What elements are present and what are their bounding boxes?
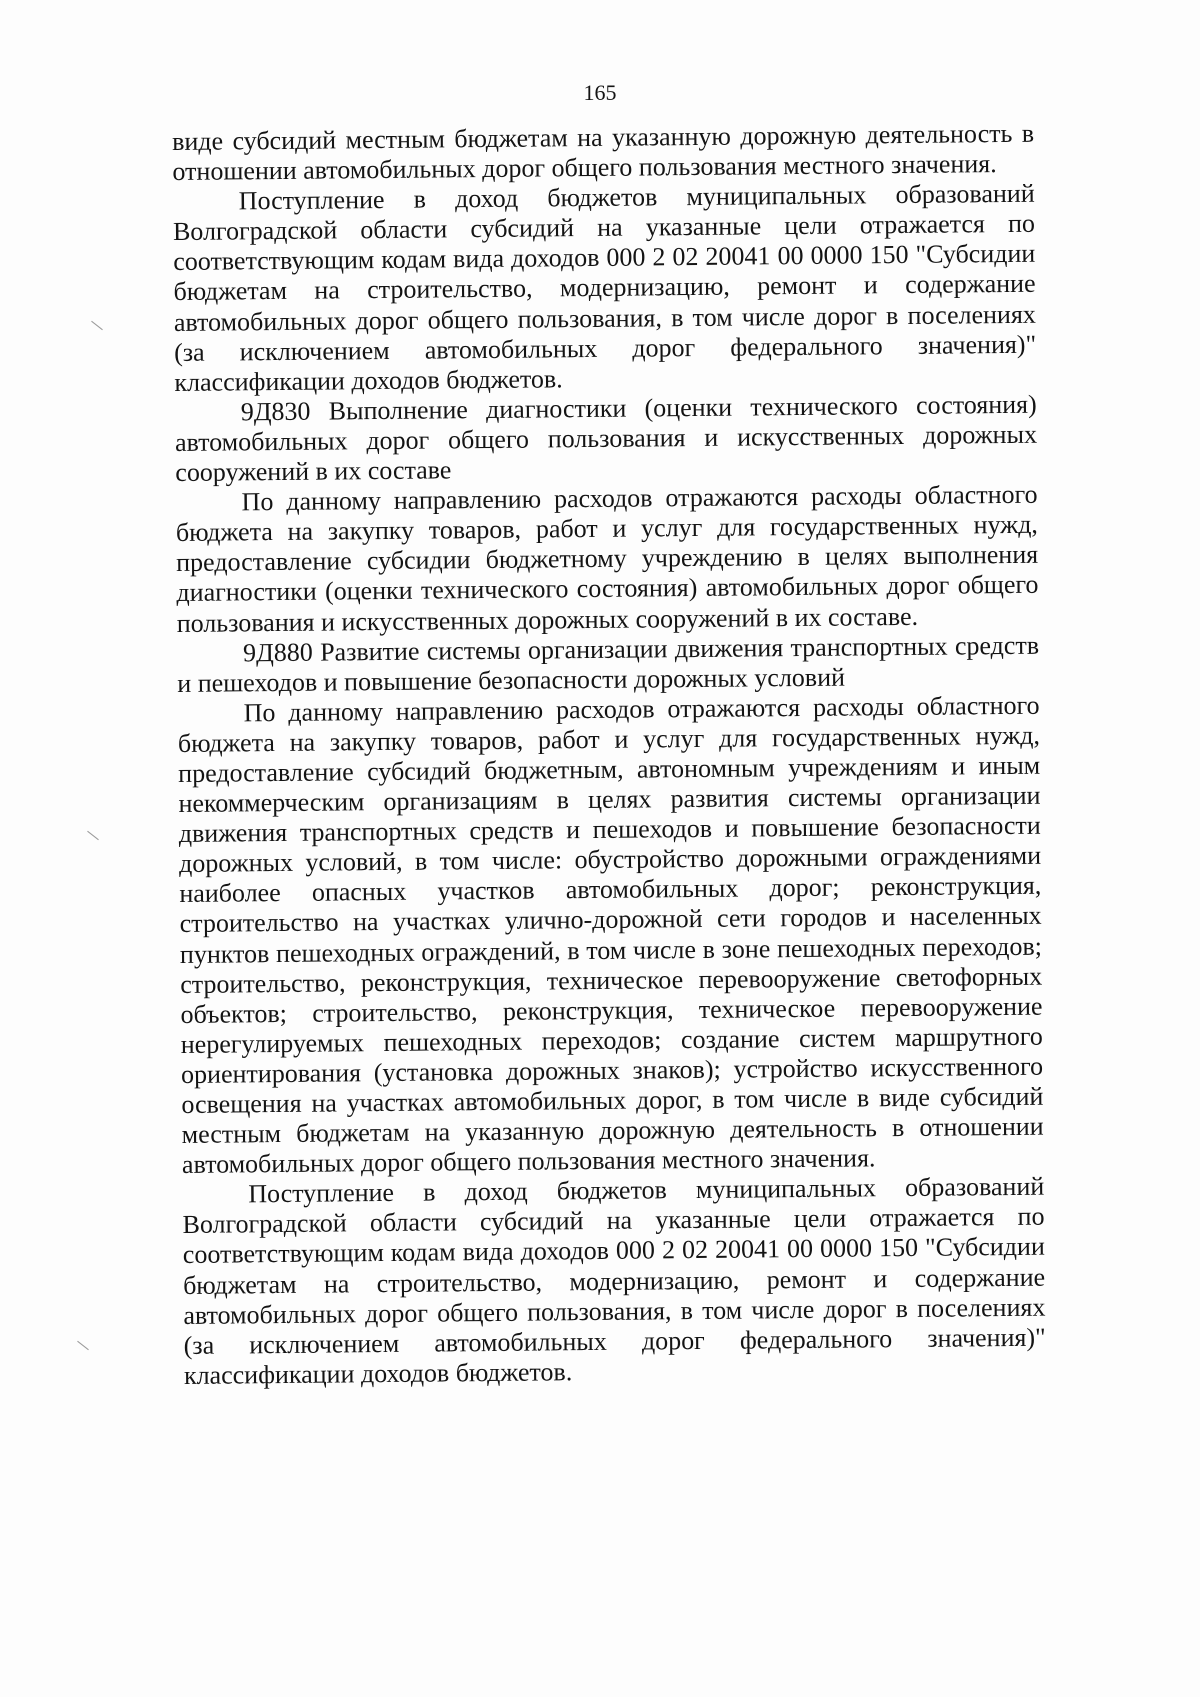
- scan-mark: [91, 321, 103, 330]
- document-body: [172, 119, 1046, 1391]
- paragraph-revenue-note-2: Поступление в доход бюджетов муниципальных образований Волгоградской области субсидий на указанные цели отражается по соответствующим кодам вида доходов 000 2 02 20041 00 0000 150 "Субсидии бюджетам на строительство, модернизацию, ремонт и содержание автомобильных дорог общего пользования, в том числе дорог в поселениях (за исключением автомобильных дорог федерального значения)" классификации доходов бюджетов.: [182, 1171, 1046, 1390]
- paragraph-revenue-note: Поступление в доход бюджетов муниципальных образований Волгоградской области субсидий на указанные цели отражается по соответствующим кодам вида доходов 000 2 02 20041 00 0000 150 "Субсидии бюджетам на строительство, модернизацию, ремонт и содержание автомобильных дорог общего пользования, в том числе дорог в поселениях (за исключением автомобильных дорог федерального значения)" классификации доходов бюджетов.: [172, 178, 1037, 397]
- scan-mark: [77, 1341, 89, 1350]
- paragraph-9d830-description: По данному направлению расходов отражаются расходы областного бюджета на закупку товаров, работ и услуг для государственных нужд, предоставление субсидии бюджетному учреждению в целях выполнения диагностики (оценки технического состояния) автомобильных дорог общего пользования и искусственных дорожных сооружений в их составе.: [175, 479, 1039, 638]
- page-number: 165: [583, 80, 617, 105]
- paragraph-continuation: виде субсидий местным бюджетам на указанную дорожную деятельность в отношении автомобильных дорог общего пользования местного значения.: [172, 118, 1035, 187]
- section-heading-9d830: 9Д830 Выполнение диагностики (оценки технического состояния) автомобильных дорог общего пользования и искусственных дорожных сооружений в их составе: [174, 389, 1038, 488]
- paragraph-9d880-description: По данному направлению расходов отражаются расходы областного бюджета на закупку товаров, работ и услуг для государственных нужд, предоставление субсидий бюджетным, автономным учреждениям и иным некоммерческим организациям в целях развития системы организации движения транспортных средств и пешеходов и повышение безопасности дорожных условий, в том числе: обустройство дорожными ограждениями наиболее опасных участков автомобильных дорог; реконструкция, строительство на участках улично-дорожной сети городов и населенных пунктов пешеходных ограждений, в том числе в зоне пешеходных переходов; строительство, реконструкция, техническое перевооружение светофорных объектов; строительство, реконструкция, техническое перевооружение нерегулируемых пешеходных переходов; создание систем маршрутного ориентирования (установка дорожных знаков); устройство искусственного освещения на участках автомобильных дорог, в том числе в виде субсидий местным бюджетам на указанную дорожную деятельность в отношении автомобильных дорог общего пользования местного значения.: [177, 690, 1044, 1180]
- section-heading-9d880: 9Д880 Развитие системы организации движения транспортных средств и пешеходов и повышение безопасности дорожных условий: [177, 630, 1040, 698]
- scan-mark: [87, 831, 99, 840]
